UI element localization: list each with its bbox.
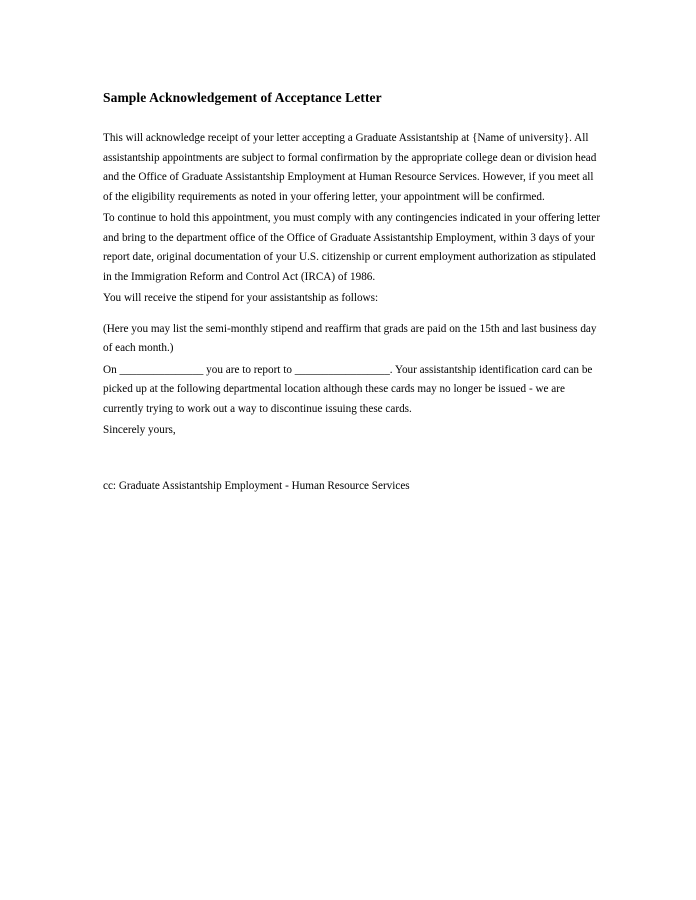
letter-paragraph-contingencies: To continue to hold this appointment, you must comply with any contingencies indicated in your offering letter and bring to the department office of the Office of Graduate Assistantship Employment, within 3 days of your report date, original documentation of your U.S. citizenship or current employment authorization as stipulated in the Immigration Reform and Control Act (IRCA) of 1986.: [103, 212, 601, 283]
letter-paragraph-report-instructions: On _______________ you are to report to _________________. Your assistantship identification card can be picked up at the following departmental location although these cards may no longer be issued - we are currently trying to work out a way to discontinue issuing these cards.: [103, 363, 593, 415]
letter-paragraph-stipend-intro: You will receive the stipend for your assistantship as follows:: [103, 292, 379, 304]
letter-content: [103, 88, 605, 496]
letter-cc-line: cc: Graduate Assistantship Employment - Human Resource Services: [103, 479, 410, 492]
letter-closing: Sincerely yours,: [103, 424, 176, 436]
letter-title: Sample Acknowledgement of Acceptance Letter: [103, 90, 382, 105]
letter-paragraph-stipend-note: (Here you may list the semi-monthly stipend and reaffirm that grads are paid on the 15th and last business day of each month.): [103, 322, 597, 354]
letter-paragraph-acknowledgement: This will acknowledge receipt of your letter accepting a Graduate Assistantship at {Name of university}. All assistantship appointments are subject to formal confirmation by the appropriate college dean or division head and the Office of Graduate Assistantship Employment at Human Resource Services. However, if you meet all of the eligibility requirements as noted in your offering letter, your appointment will be confirmed.: [103, 132, 597, 203]
